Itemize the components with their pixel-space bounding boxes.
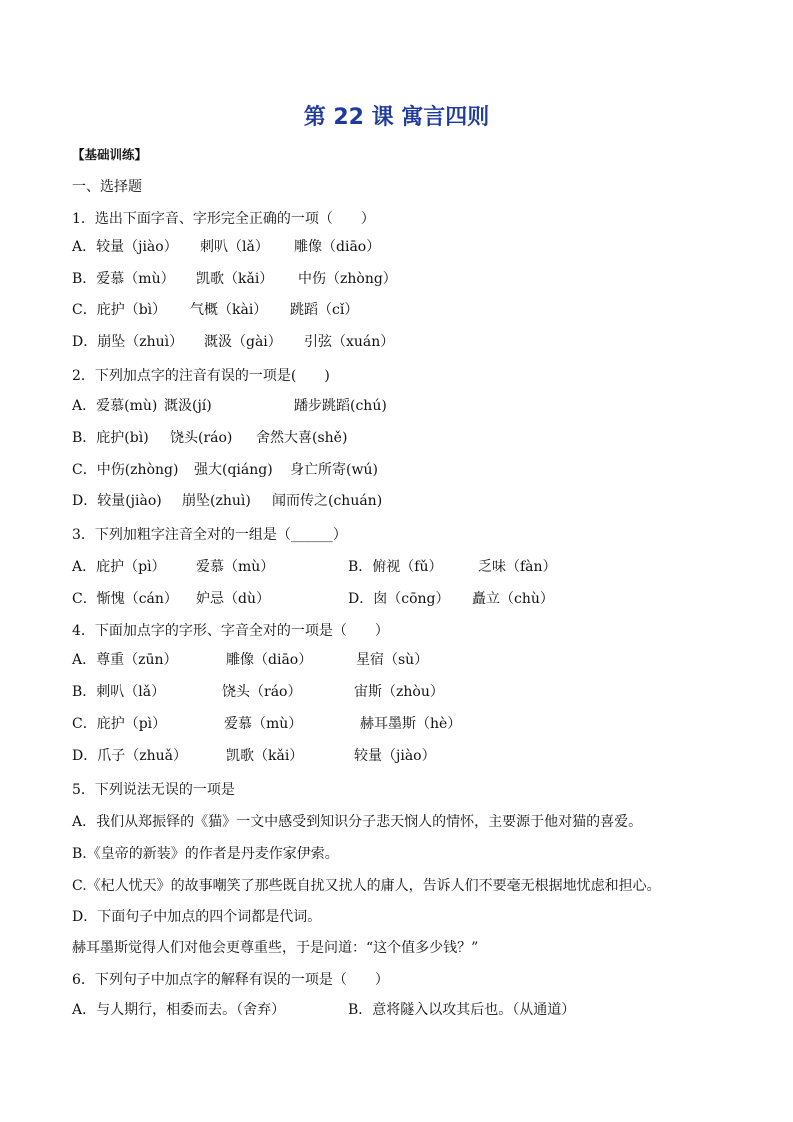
q4-b-3: 宙斯（zhòu） [354,684,444,700]
q2-option-d [72,492,712,510]
page-title: 第 22 课 寓言四则 [303,105,490,130]
q1-b-2: 凯歌（kǎi） [196,271,274,287]
q2-stem: 2．下列加点字的注音有误的一项是( ) [72,368,330,384]
q4-c-1: C．庇护（pì） [72,716,167,732]
q6-options-row [72,1001,712,1019]
q2-d-1: D．较量(jiào) [72,493,162,509]
q5-option-b: B.《皇帝的新装》的作者是丹麦作家伊索。 [72,846,339,862]
q1-b-3: 中伤（zhòng） [298,271,397,287]
q4-option-d [72,747,712,765]
q2-b-3: 舍然大喜(shě) [256,430,348,446]
q4-option-a [72,651,712,669]
q3-a-2: 爱慕（mù） [196,559,275,575]
q6-stem: 6．下列句子中加点字的解释有误的一项是（ ） [72,972,389,988]
q4-a-1: A．尊重（zūn） [72,652,178,668]
q1-option-c [72,301,712,319]
q1-option-b [72,270,712,288]
section-heading: 【基础训练】 [72,147,148,162]
q1-b-1: B．爱慕（mù） [72,271,175,287]
q3-d-2: 矗立（chù） [472,591,554,607]
q4-stem: 4．下面加点字的字形、字音全对的一项是（ ） [72,623,389,639]
q2-option-a [72,397,712,415]
q3-row-1 [72,558,712,576]
q2-a-2: 溉汲(jí) [164,398,212,414]
q4-b-1: B．刺叭（lǎ） [72,684,166,700]
q4-d-3: 较量（jiào） [354,748,436,764]
q2-c-3: 身亡所寄(wú) [290,462,378,478]
q2-b-1: B．庇护(bì) [72,430,149,446]
q1-d-2: 溉汲（gài） [204,334,282,350]
q2-c-1: C．中伤(zhòng) [72,462,179,478]
q3-b-2: 乏味（fàn） [478,559,557,575]
q1-option-a [72,238,712,256]
q2-b-2: 饶头(ráo) [170,430,233,446]
q4-d-2: 凯歌（kǎi） [226,748,304,764]
q6-option-b: B．意将隧入以攻其后也。（从通道） [348,1002,576,1018]
q1-c-3: 跳蹈（cǐ） [290,302,359,318]
q4-c-3: 赫耳墨斯（hè） [360,716,462,732]
q5-option-a: A．我们从郑振铎的《猫》一文中感受到知识分子悲天悯人的情怀，主要源于他对猫的喜爱。 [72,814,643,830]
q4-c-2: 爱慕（mù） [224,716,303,732]
q1-option-d [72,333,712,351]
q5-d-sentence: 赫耳墨斯觉得人们对他会更尊重些，于是问道：“这个值多少钱？” [72,940,479,956]
q4-a-2: 雕像（diāo） [226,652,313,668]
q5-stem: 5．下列说法无误的一项是 [72,782,235,798]
q2-c-2: 强大(qiáng) [194,462,273,478]
q4-d-1: D．爪子（zhuǎ） [72,748,187,764]
q1-d-3: 引弦（xuán） [304,334,395,350]
q2-a-3: 蹯步跳蹈(chú) [294,398,387,414]
q1-stem: 1．选出下面字音、字形完全正确的一项（ ） [72,211,375,227]
q2-d-3: 闻而传之(chuán) [272,493,383,509]
q3-a-1: A．庇护（pì） [72,559,166,575]
q1-c-1: C．庇护（bì） [72,302,167,318]
q3-row-2 [72,590,712,608]
q4-option-c [72,715,712,733]
q6-option-a: A．与人期行，相委而去。（舍弃） [72,1002,286,1018]
q2-option-b [72,429,712,447]
q1-a-1: A．较量（jiào） [72,239,178,255]
q2-option-c [72,461,712,479]
q1-c-2: 气概（kài） [190,302,268,318]
q4-option-b [72,683,712,701]
q3-stem: 3．下列加粗字注音全对的一组是（______） [72,527,347,543]
q3-c-1: C．惭愧（cán） [72,591,178,607]
q1-d-1: D．崩坠（zhuì） [72,334,184,350]
part-heading: 一、选择题 [72,179,142,195]
q4-b-2: 饶头（ráo） [222,684,302,700]
q1-a-2: 刺叭（lǎ） [200,239,269,255]
q3-d-1: D．囱（cōng） [348,591,450,607]
q2-d-2: 崩坠(zhuì) [182,493,251,509]
q2-a-1: A．爱慕(mù) [72,398,158,414]
q4-a-3: 星宿（sù） [356,652,429,668]
q5-option-c: C.《杞人忧天》的故事嘲笑了那些既自扰又扰人的庸人，告诉人们不要毫无根据地忧虑和担心。 [72,878,661,894]
q3-c-2: 妒忌（dù） [196,591,270,607]
q5-option-d: D．下面句子中加点的四个词都是代词。 [72,909,322,925]
q1-a-3: 雕像（diāo） [294,239,381,255]
q3-b-1: B．俯视（fǔ） [348,559,443,575]
